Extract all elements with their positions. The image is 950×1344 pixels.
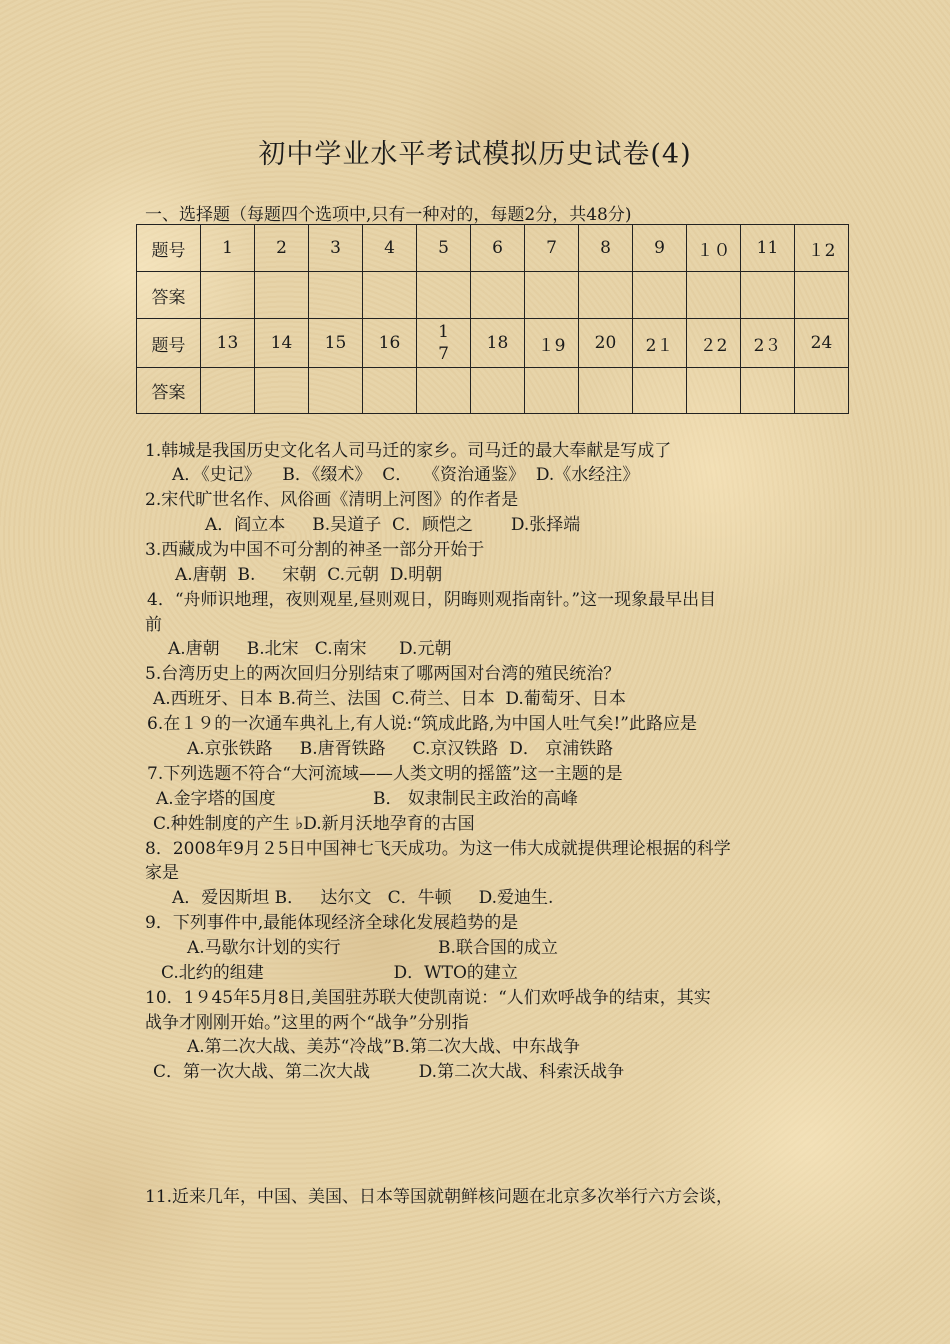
answer-cell[interactable]: [795, 368, 849, 414]
answer-cell[interactable]: [417, 368, 471, 414]
answer-cell[interactable]: [687, 272, 741, 319]
answer-cell[interactable]: [525, 272, 579, 319]
answer-cell[interactable]: [363, 368, 417, 414]
answer-cell[interactable]: [255, 368, 309, 414]
table-cell: １2: [795, 225, 849, 272]
table-cell: 2１: [633, 319, 687, 368]
question-4: 4．“舟师识地理，夜则观星,昼则观日，阴晦则观指南针。”这一现象最早出目: [147, 590, 717, 610]
table-row: [137, 368, 849, 414]
table-cell: 15: [309, 319, 363, 368]
answer-label: 答案: [137, 272, 201, 319]
table-cell: 8: [579, 225, 633, 272]
table-cell: 14: [255, 319, 309, 368]
table-cell: 16: [363, 319, 417, 368]
answer-cell[interactable]: [471, 272, 525, 319]
table-row: [137, 225, 849, 272]
question-10-options-b: C．第一次大战、第二次大战 D.第二次大战、科索沃战争: [153, 1062, 625, 1082]
answer-cell[interactable]: [309, 272, 363, 319]
answer-label: 答案: [137, 368, 201, 414]
answer-cell[interactable]: [309, 368, 363, 414]
table-cell: 3: [309, 225, 363, 272]
question-2: 2.宋代旷世名作、风俗画《清明上河图》的作者是: [145, 490, 519, 510]
question-11: 11.近来几年，中国、美国、日本等国就朝鲜核问题在北京多次举行六方会谈，: [145, 1187, 734, 1207]
question-4-continued: 前: [145, 615, 162, 635]
table-cell: 4: [363, 225, 417, 272]
question-1-options: A．《史记》 B．《缀术》 C． 《资治通鉴》 D.《水经注》: [172, 465, 640, 485]
answer-cell[interactable]: [471, 368, 525, 414]
question-9: 9．下列事件中,最能体现经济全球化发展趋势的是: [145, 913, 519, 933]
table-cell: 24: [795, 319, 849, 368]
table-cell: 13: [201, 319, 255, 368]
answer-cell[interactable]: [255, 272, 309, 319]
question-7: 7.下列选题不符合“大河流域——人类文明的摇篮”这一主题的是: [147, 764, 623, 784]
question-9-options-b: C.北约的组建 D．WTO的建立: [161, 963, 518, 983]
table-cell: 7: [525, 225, 579, 272]
table-cell: 2: [255, 225, 309, 272]
answer-cell[interactable]: [201, 368, 255, 414]
question-5-options: A.西班牙、日本 B.荷兰、法国 C.荷兰、日本 D.葡萄牙、日本: [153, 689, 626, 709]
question-10-continued: 战争才刚刚开始。”这里的两个“战争”分别指: [145, 1013, 469, 1033]
answer-cell[interactable]: [687, 368, 741, 414]
answer-cell[interactable]: [633, 272, 687, 319]
answer-cell[interactable]: [579, 272, 633, 319]
answer-cell[interactable]: [741, 368, 795, 414]
question-1: 1.韩城是我国历史文化名人司马迁的家乡。司马迁的最大奉献是写成了: [145, 441, 672, 461]
table-cell: 11: [741, 225, 795, 272]
answer-cell[interactable]: [633, 368, 687, 414]
row-label: 题号: [137, 319, 201, 368]
question-10: 10．1９45年5月8日,美国驻苏联大使凯南说：“人们欢呼战争的结束，其实: [145, 988, 711, 1008]
question-7-options-a: A.金字塔的国度 B． 奴隶制民主政治的高峰: [156, 789, 578, 809]
table-cell: 20: [579, 319, 633, 368]
table-cell: 1 7: [417, 319, 471, 368]
table-cell: 18: [471, 319, 525, 368]
answer-cell[interactable]: [795, 272, 849, 319]
answer-cell[interactable]: [525, 368, 579, 414]
answer-cell[interactable]: [201, 272, 255, 319]
section-header: 一、选择题（每题四个选项中,只有一种对的，每题2分，共48分): [145, 205, 632, 225]
answer-cell[interactable]: [417, 272, 471, 319]
answer-cell[interactable]: [363, 272, 417, 319]
page-title: 初中学业水平考试模拟历史试卷(4): [258, 139, 692, 170]
question-4-options: A.唐朝 B.北宋 C.南宋 D.元朝: [168, 639, 452, 659]
question-8-continued: 家是: [145, 863, 179, 883]
question-8-options: A．爱因斯坦 B． 达尔文 C．牛顿 D.爱迪生.: [172, 888, 554, 908]
table-cell: １9: [525, 319, 579, 368]
question-7-options-b: C.种姓制度的产生 ♭D.新月沃地孕育的古国: [153, 814, 475, 834]
table-cell: ２2: [687, 319, 741, 368]
table-cell: 9: [633, 225, 687, 272]
question-6-options: A.京张铁路 B.唐胥铁路 C.京汉铁路 D． 京浦铁路: [187, 739, 614, 759]
answer-table: [136, 224, 849, 414]
table-cell: 2３: [741, 319, 795, 368]
answer-cell[interactable]: [741, 272, 795, 319]
table-cell: １０: [687, 225, 741, 272]
question-3-options: A.唐朝 B. 宋朝 C.元朝 D.明朝: [175, 565, 443, 585]
answer-cell[interactable]: [579, 368, 633, 414]
row-label: 题号: [137, 225, 201, 272]
question-2-options: A．阎立本 B.吴道子 C．顾恺之 D.张择端: [205, 515, 581, 535]
question-3: 3.西藏成为中国不可分割的神圣一部分开始于: [145, 540, 485, 560]
question-6: 6.在１９的一次通车典礼上,有人说:“筑成此路,为中国人吐气矣!”此路应是: [147, 714, 697, 734]
question-9-options-a: A.马歇尔计划的实行 B.联合国的成立: [187, 938, 558, 958]
table-row: [137, 319, 849, 368]
question-8: 8．2008年9月２5日中国神七飞天成功。为这一伟大成就提供理论根据的科学: [145, 839, 731, 859]
table-cell: 1: [201, 225, 255, 272]
question-10-options-a: A.第二次大战、美苏“冷战”B.第二次大战、中东战争: [187, 1037, 580, 1057]
table-cell: 5: [417, 225, 471, 272]
table-row: [137, 272, 849, 319]
question-5: 5.台湾历史上的两次回归分别结束了哪两国对台湾的殖民统治？: [145, 664, 621, 684]
table-cell: 6: [471, 225, 525, 272]
